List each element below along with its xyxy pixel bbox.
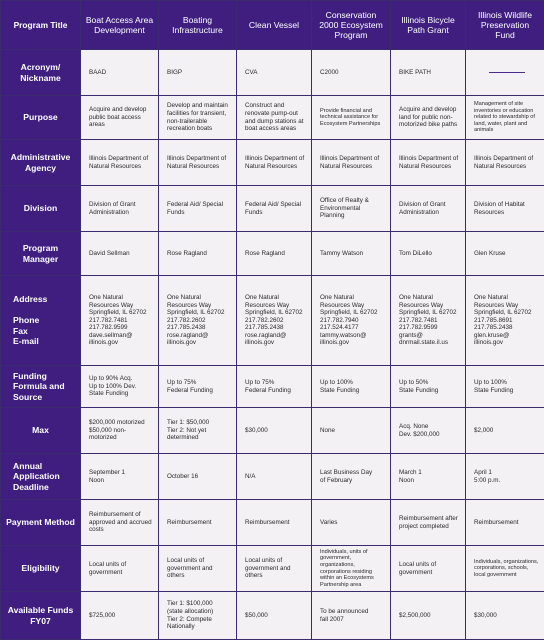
cell-line: March 1 xyxy=(399,469,460,477)
table-cell xyxy=(237,366,312,408)
cell-line: 217.782.2602 xyxy=(245,317,306,325)
table-cell: $30,000 xyxy=(466,592,544,640)
table-cell xyxy=(81,408,159,454)
table-cell: BIGP xyxy=(159,50,237,96)
cell-line: Up to 100% xyxy=(320,379,385,387)
cell-line: April 1 xyxy=(474,469,539,477)
max-row xyxy=(1,408,544,454)
table-cell xyxy=(466,50,544,96)
cell-line: State Funding xyxy=(320,387,385,395)
cell-line: fall 2007 xyxy=(320,616,385,624)
cell-line: Springfield, IL 62702 xyxy=(474,309,539,317)
column-header: Illinois Bicycle Path Grant xyxy=(391,1,466,50)
cell-line: 217.782.9599 xyxy=(89,324,153,332)
table-cell xyxy=(159,408,237,454)
cell-line: Springfield, IL 62702 xyxy=(167,309,231,317)
table-cell: Individuals, units of government, organizations, corporations residing within an Ecosystems Partnership area xyxy=(312,546,391,592)
table-cell: Illinois Department of Natural Resources xyxy=(466,140,544,186)
row-label: Funding Formula and Source xyxy=(1,366,81,408)
table-cell xyxy=(466,276,544,366)
table-cell xyxy=(159,366,237,408)
cell-line: One Natural xyxy=(167,294,231,302)
table-cell: C2000 xyxy=(312,50,391,96)
cell-line: illinois.gov xyxy=(474,339,539,347)
table-cell: Management of site inventories or education related to stewardship of land, water, plant and animals xyxy=(466,96,544,140)
table-cell: October 16 xyxy=(159,454,237,500)
cell-line: rose.ragland@ xyxy=(167,332,231,340)
table-cell: CVA xyxy=(237,50,312,96)
cell-line: Federal Funding xyxy=(245,387,306,395)
cell-line: Tier 2: Not yet xyxy=(167,427,231,435)
cell-line: (state allocation) xyxy=(167,608,231,616)
cell-line: 217.785.2438 xyxy=(474,324,539,332)
table-cell: $2,000 xyxy=(466,408,544,454)
header-row xyxy=(1,1,544,50)
funding-row xyxy=(1,366,544,408)
row-label: Annual Application Deadline xyxy=(1,454,81,500)
cell-line: 217.782.7940 xyxy=(320,317,385,325)
cell-line: glen.kruse@ xyxy=(474,332,539,340)
cell-line: Resources Way xyxy=(245,302,306,310)
table-cell xyxy=(81,276,159,366)
table-cell: None xyxy=(312,408,391,454)
table-cell: Tammy Watson xyxy=(312,232,391,276)
cell-line: Nationally xyxy=(167,623,231,631)
cell-line: Dev. $200,000 xyxy=(399,431,460,439)
cell-line: 217.782.9599 xyxy=(399,324,460,332)
table-cell: Reimbursement xyxy=(466,500,544,546)
cell-line: State Funding xyxy=(399,387,460,395)
table-cell xyxy=(391,276,466,366)
cell-line: September 1 xyxy=(89,469,153,477)
cell-line: 5:00 p.m. xyxy=(474,477,539,485)
table-cell: Division of Habitat Resources xyxy=(466,186,544,232)
label-line xyxy=(13,305,77,316)
row-label: Program Manager xyxy=(1,232,81,276)
column-header: Boating Infrastructure xyxy=(159,1,237,50)
table-cell xyxy=(312,454,391,500)
row-label: Available Funds FY07 xyxy=(1,592,81,640)
row-label xyxy=(1,276,81,366)
cell-line: Springfield, IL 62702 xyxy=(245,309,306,317)
cell-line: illinois.gov xyxy=(320,339,385,347)
table-cell: Provide financial and technical assistance for Ecosystem Partnerships xyxy=(312,96,391,140)
cell-line: One Natural xyxy=(245,294,306,302)
table-cell: Construct and renovate pump-out and dump stations at boat access areas xyxy=(237,96,312,140)
table-cell: Office of Realty & Environmental Planning xyxy=(312,186,391,232)
table-cell: Illinois Department of Natural Resources xyxy=(391,140,466,186)
cell-line: Resources Way xyxy=(320,302,385,310)
table-cell: Rose Ragland xyxy=(159,232,237,276)
cell-line: Tier 2: Compete xyxy=(167,616,231,624)
cell-line: Resources Way xyxy=(399,302,460,310)
table-cell: $50,000 xyxy=(237,592,312,640)
table-cell xyxy=(466,366,544,408)
cell-line: Springfield, IL 62702 xyxy=(320,309,385,317)
table-cell: Develop and maintain facilities for transient, non-trailerable recreation boats xyxy=(159,96,237,140)
table-cell: Local units of government xyxy=(81,546,159,592)
cell-line: Tier 1: $50,000 xyxy=(167,419,231,427)
empty-dash xyxy=(489,72,525,73)
row-label: Payment Method xyxy=(1,500,81,546)
cell-line: To be announced xyxy=(320,608,385,616)
cell-line: illinois.gov xyxy=(245,339,306,347)
cell-line: Last Business Day xyxy=(320,469,385,477)
program-title-header: Program Title xyxy=(1,1,81,50)
table-cell: Reimbursement after project completed xyxy=(391,500,466,546)
cell-line: tammy.watson@ xyxy=(320,332,385,340)
table-cell xyxy=(466,454,544,500)
table-cell: Illinois Department of Natural Resources xyxy=(312,140,391,186)
table-cell: Division of Grant Administration xyxy=(81,186,159,232)
cell-line: determined xyxy=(167,434,231,442)
label-line: E-mail xyxy=(13,336,77,347)
table-cell xyxy=(312,592,391,640)
table-cell: Reimbursement xyxy=(237,500,312,546)
table-cell xyxy=(391,366,466,408)
row-label: Eligibility xyxy=(1,546,81,592)
cell-line: illinois.gov xyxy=(167,339,231,347)
cell-line: Up to 90% Acq. xyxy=(89,375,153,383)
cell-line: dave.sellman@ xyxy=(89,332,153,340)
table-cell: Illinois Department of Natural Resources xyxy=(159,140,237,186)
row-label: Max xyxy=(1,408,81,454)
table-cell: $725,000 xyxy=(81,592,159,640)
table-cell xyxy=(159,592,237,640)
division-row xyxy=(1,186,544,232)
table-cell: Illinois Department of Natural Resources xyxy=(81,140,159,186)
label-line: Address xyxy=(13,294,77,305)
column-header: Clean Vessel xyxy=(237,1,312,50)
cell-line: Resources Way xyxy=(474,302,539,310)
table-cell: Division of Grant Administration xyxy=(391,186,466,232)
available-funds-row xyxy=(1,592,544,640)
table-cell xyxy=(237,276,312,366)
cell-line: Up to 100% xyxy=(474,379,539,387)
table-cell: Acquire and develop public boat access areas xyxy=(81,96,159,140)
table-cell: Local units of government and others xyxy=(159,546,237,592)
cell-line: Resources Way xyxy=(89,302,153,310)
cell-line: 217.782.2602 xyxy=(167,317,231,325)
table-cell: Varies xyxy=(312,500,391,546)
row-label: Administrative Agency xyxy=(1,140,81,186)
table-cell: $2,500,000 xyxy=(391,592,466,640)
cell-line: Springfield, IL 62702 xyxy=(89,309,153,317)
table-cell: BAAD xyxy=(81,50,159,96)
cell-line: Resources Way xyxy=(167,302,231,310)
table-cell: Local units of government and others xyxy=(237,546,312,592)
table-cell xyxy=(159,276,237,366)
table-cell: Federal Aid/ Special Funds xyxy=(237,186,312,232)
table-cell: $30,000 xyxy=(237,408,312,454)
cell-line: motorized xyxy=(89,434,153,442)
cell-line: State Funding xyxy=(474,387,539,395)
agency-row xyxy=(1,140,544,186)
table-cell: Acquire and develop land for public non-motorized bike paths xyxy=(391,96,466,140)
table-cell: Individuals, organizations, corporations, schools, local government xyxy=(466,546,544,592)
cell-line: grants@ xyxy=(399,332,460,340)
cell-line: State Funding xyxy=(89,390,153,398)
acronym-row xyxy=(1,50,544,96)
table-cell xyxy=(312,276,391,366)
table-cell xyxy=(81,366,159,408)
table-cell: Local units of government xyxy=(391,546,466,592)
label-line: Fax xyxy=(13,326,77,337)
table-cell: Rose Ragland xyxy=(237,232,312,276)
cell-line: of February xyxy=(320,477,385,485)
label-line: Phone xyxy=(13,315,77,326)
cell-line: Springfield, IL 62702 xyxy=(399,309,460,317)
column-header: Conservation 2000 Ecosystem Program xyxy=(312,1,391,50)
cell-line: One Natural xyxy=(320,294,385,302)
table-cell: Federal Aid/ Special Funds xyxy=(159,186,237,232)
cell-line: Up to 75% xyxy=(245,379,306,387)
cell-line: Up to 75% xyxy=(167,379,231,387)
row-label: Division xyxy=(1,186,81,232)
cell-line: rose.ragland@ xyxy=(245,332,306,340)
table-cell: Reimbursement xyxy=(159,500,237,546)
table-cell: Tom DiLello xyxy=(391,232,466,276)
table-cell xyxy=(391,408,466,454)
table-cell: N/A xyxy=(237,454,312,500)
table-cell: Glen Kruse xyxy=(466,232,544,276)
table-cell xyxy=(391,454,466,500)
cell-line: Acq. None xyxy=(399,423,460,431)
column-header: Illinois Wildlife Preservation Fund xyxy=(466,1,544,50)
manager-row xyxy=(1,232,544,276)
cell-line: 217.785.2438 xyxy=(245,324,306,332)
cell-line: $50,000 non- xyxy=(89,427,153,435)
cell-line: dnrmail.state.il.us xyxy=(399,339,460,347)
cell-line: 217.524.4177 xyxy=(320,324,385,332)
address-row xyxy=(1,276,544,366)
cell-line: Federal Funding xyxy=(167,387,231,395)
purpose-row xyxy=(1,96,544,140)
cell-line: Noon xyxy=(89,477,153,485)
cell-line: One Natural xyxy=(89,294,153,302)
table-cell xyxy=(81,454,159,500)
row-label: Purpose xyxy=(1,96,81,140)
table-cell xyxy=(312,366,391,408)
cell-line: 217.785.2438 xyxy=(167,324,231,332)
column-header: Boat Access Area Development xyxy=(81,1,159,50)
eligibility-row xyxy=(1,546,544,592)
cell-line: 217.785.8691 xyxy=(474,317,539,325)
table-cell: BIKE PATH xyxy=(391,50,466,96)
cell-line: Up to 50% xyxy=(399,379,460,387)
row-label: Acronym/ Nickname xyxy=(1,50,81,96)
deadline-row xyxy=(1,454,544,500)
cell-line: One Natural xyxy=(399,294,460,302)
cell-line: Up to 100% Dev. xyxy=(89,383,153,391)
cell-line: 217.782.7481 xyxy=(89,317,153,325)
cell-line: Noon xyxy=(399,477,460,485)
table-cell: Reimbursement of approved and accrued costs xyxy=(81,500,159,546)
cell-line: One Natural xyxy=(474,294,539,302)
payment-row xyxy=(1,500,544,546)
cell-line: 217.782.7481 xyxy=(399,317,460,325)
cell-line: Tier 1: $100,000 xyxy=(167,600,231,608)
table-cell: David Sellman xyxy=(81,232,159,276)
table-cell: Illinois Department of Natural Resources xyxy=(237,140,312,186)
cell-line: $200,000 motorized xyxy=(89,419,153,427)
cell-line: illinois.gov xyxy=(89,339,153,347)
